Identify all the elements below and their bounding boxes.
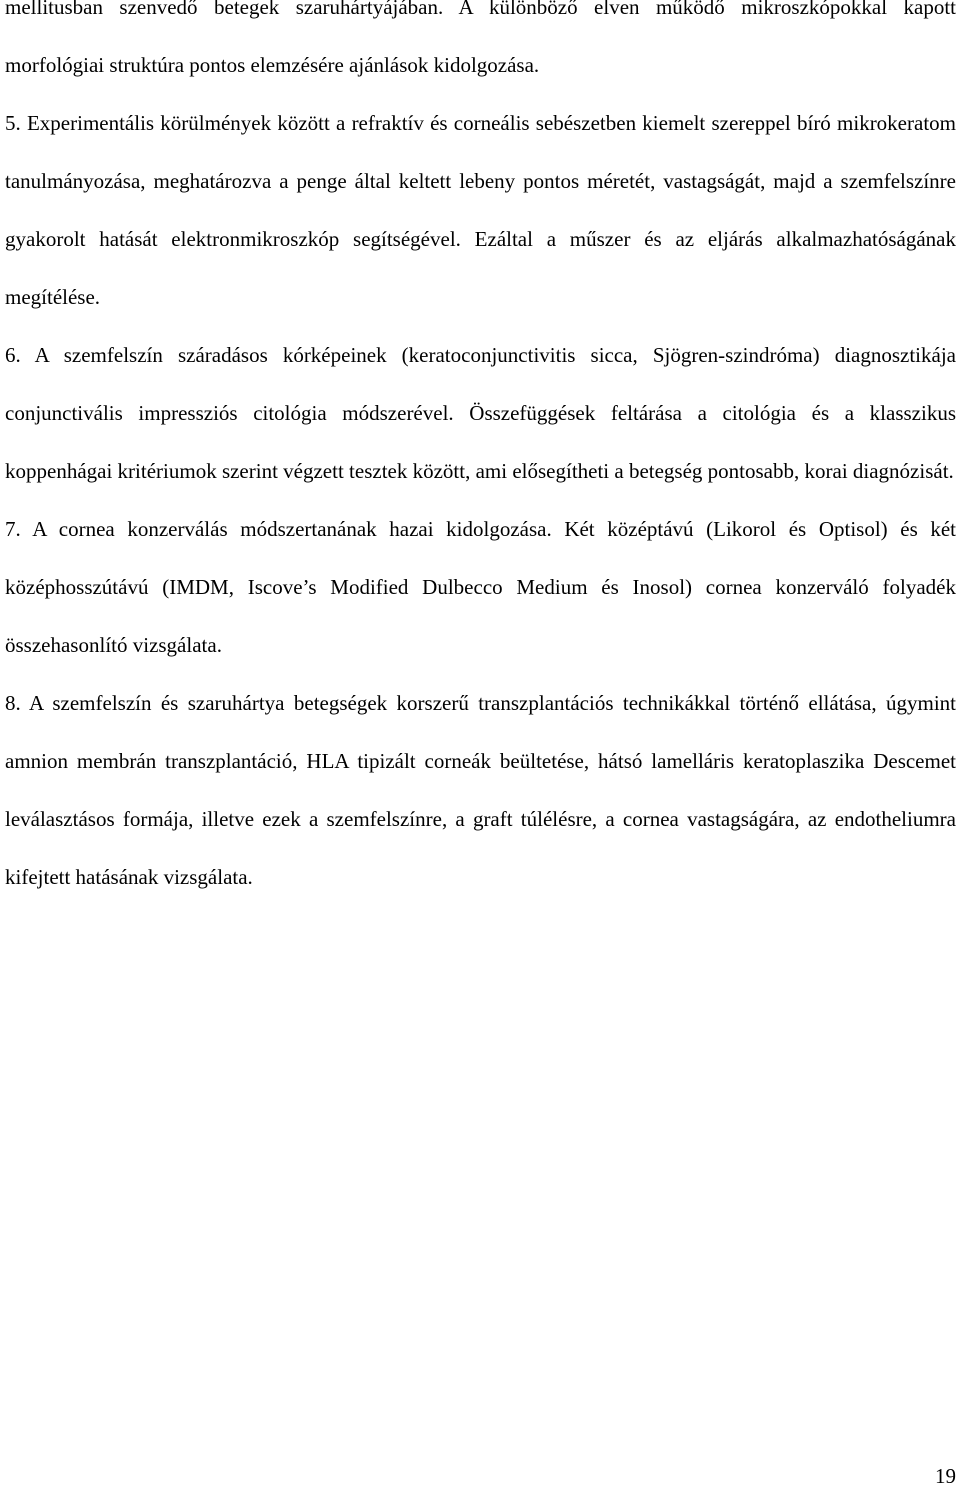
paragraph-item-5: 5. Experimentális körülmények között a refraktív és corneális sebészetben kiemelt szereppel bíró mikrokeratom tanulmányozása, meghatározva a penge által keltett lebeny pontos méretét, vastagságát, majd a szemfelszínre gyakorolt hatását elektronmikroszkóp segítségével. Ezáltal a műszer és az eljárás alkalmazhatóságának megítélése. — [5, 111, 956, 309]
page-number: 19 — [935, 1464, 956, 1488]
paragraph-item-7: 7. A cornea konzerválás módszertanának hazai kidolgozása. Két középtávú (Likorol és Optisol) és két középhosszútávú (IMDM, Iscove’s Modified Dulbecco Medium és Inosol) cornea konzerváló folyadék összehasonlító vizsgálata. — [5, 517, 956, 657]
paragraph-item-6: 6. A szemfelszín száradásos kórképeinek (keratoconjunctivitis sicca, Sjögren-szindróma) diagnosztikája conjunctivális impressziós citológia módszerével. Összefüggések feltárása a citológia és a klasszikus koppenhágai kritériumok szerint végzett tesztek között, ami elősegítheti a betegség pontosabb, korai diagnózisát. — [5, 343, 956, 483]
paragraph-item-8: 8. A szemfelszín és szaruhártya betegségek korszerű transzplantációs technikákkal történő ellátása, úgymint amnion membrán transzplantáció, HLA tipizált corneák beültetése, hátsó lamelláris keratoplaszika Descemet leválasztásos formája, illetve ezek a szemfelszínre, a graft túlélésre, a cornea vastagságára, az endotheliumra kifejtett hatásának vizsgálata. — [5, 691, 956, 889]
page-body — [5, 0, 956, 906]
paragraph-continuation: mellitusban szenvedő betegek szaruhártyájában. A különböző elven működő mikroszkópokkal kapott morfológiai struktúra pontos elemzésére ajánlások kidolgozása. — [5, 0, 956, 77]
